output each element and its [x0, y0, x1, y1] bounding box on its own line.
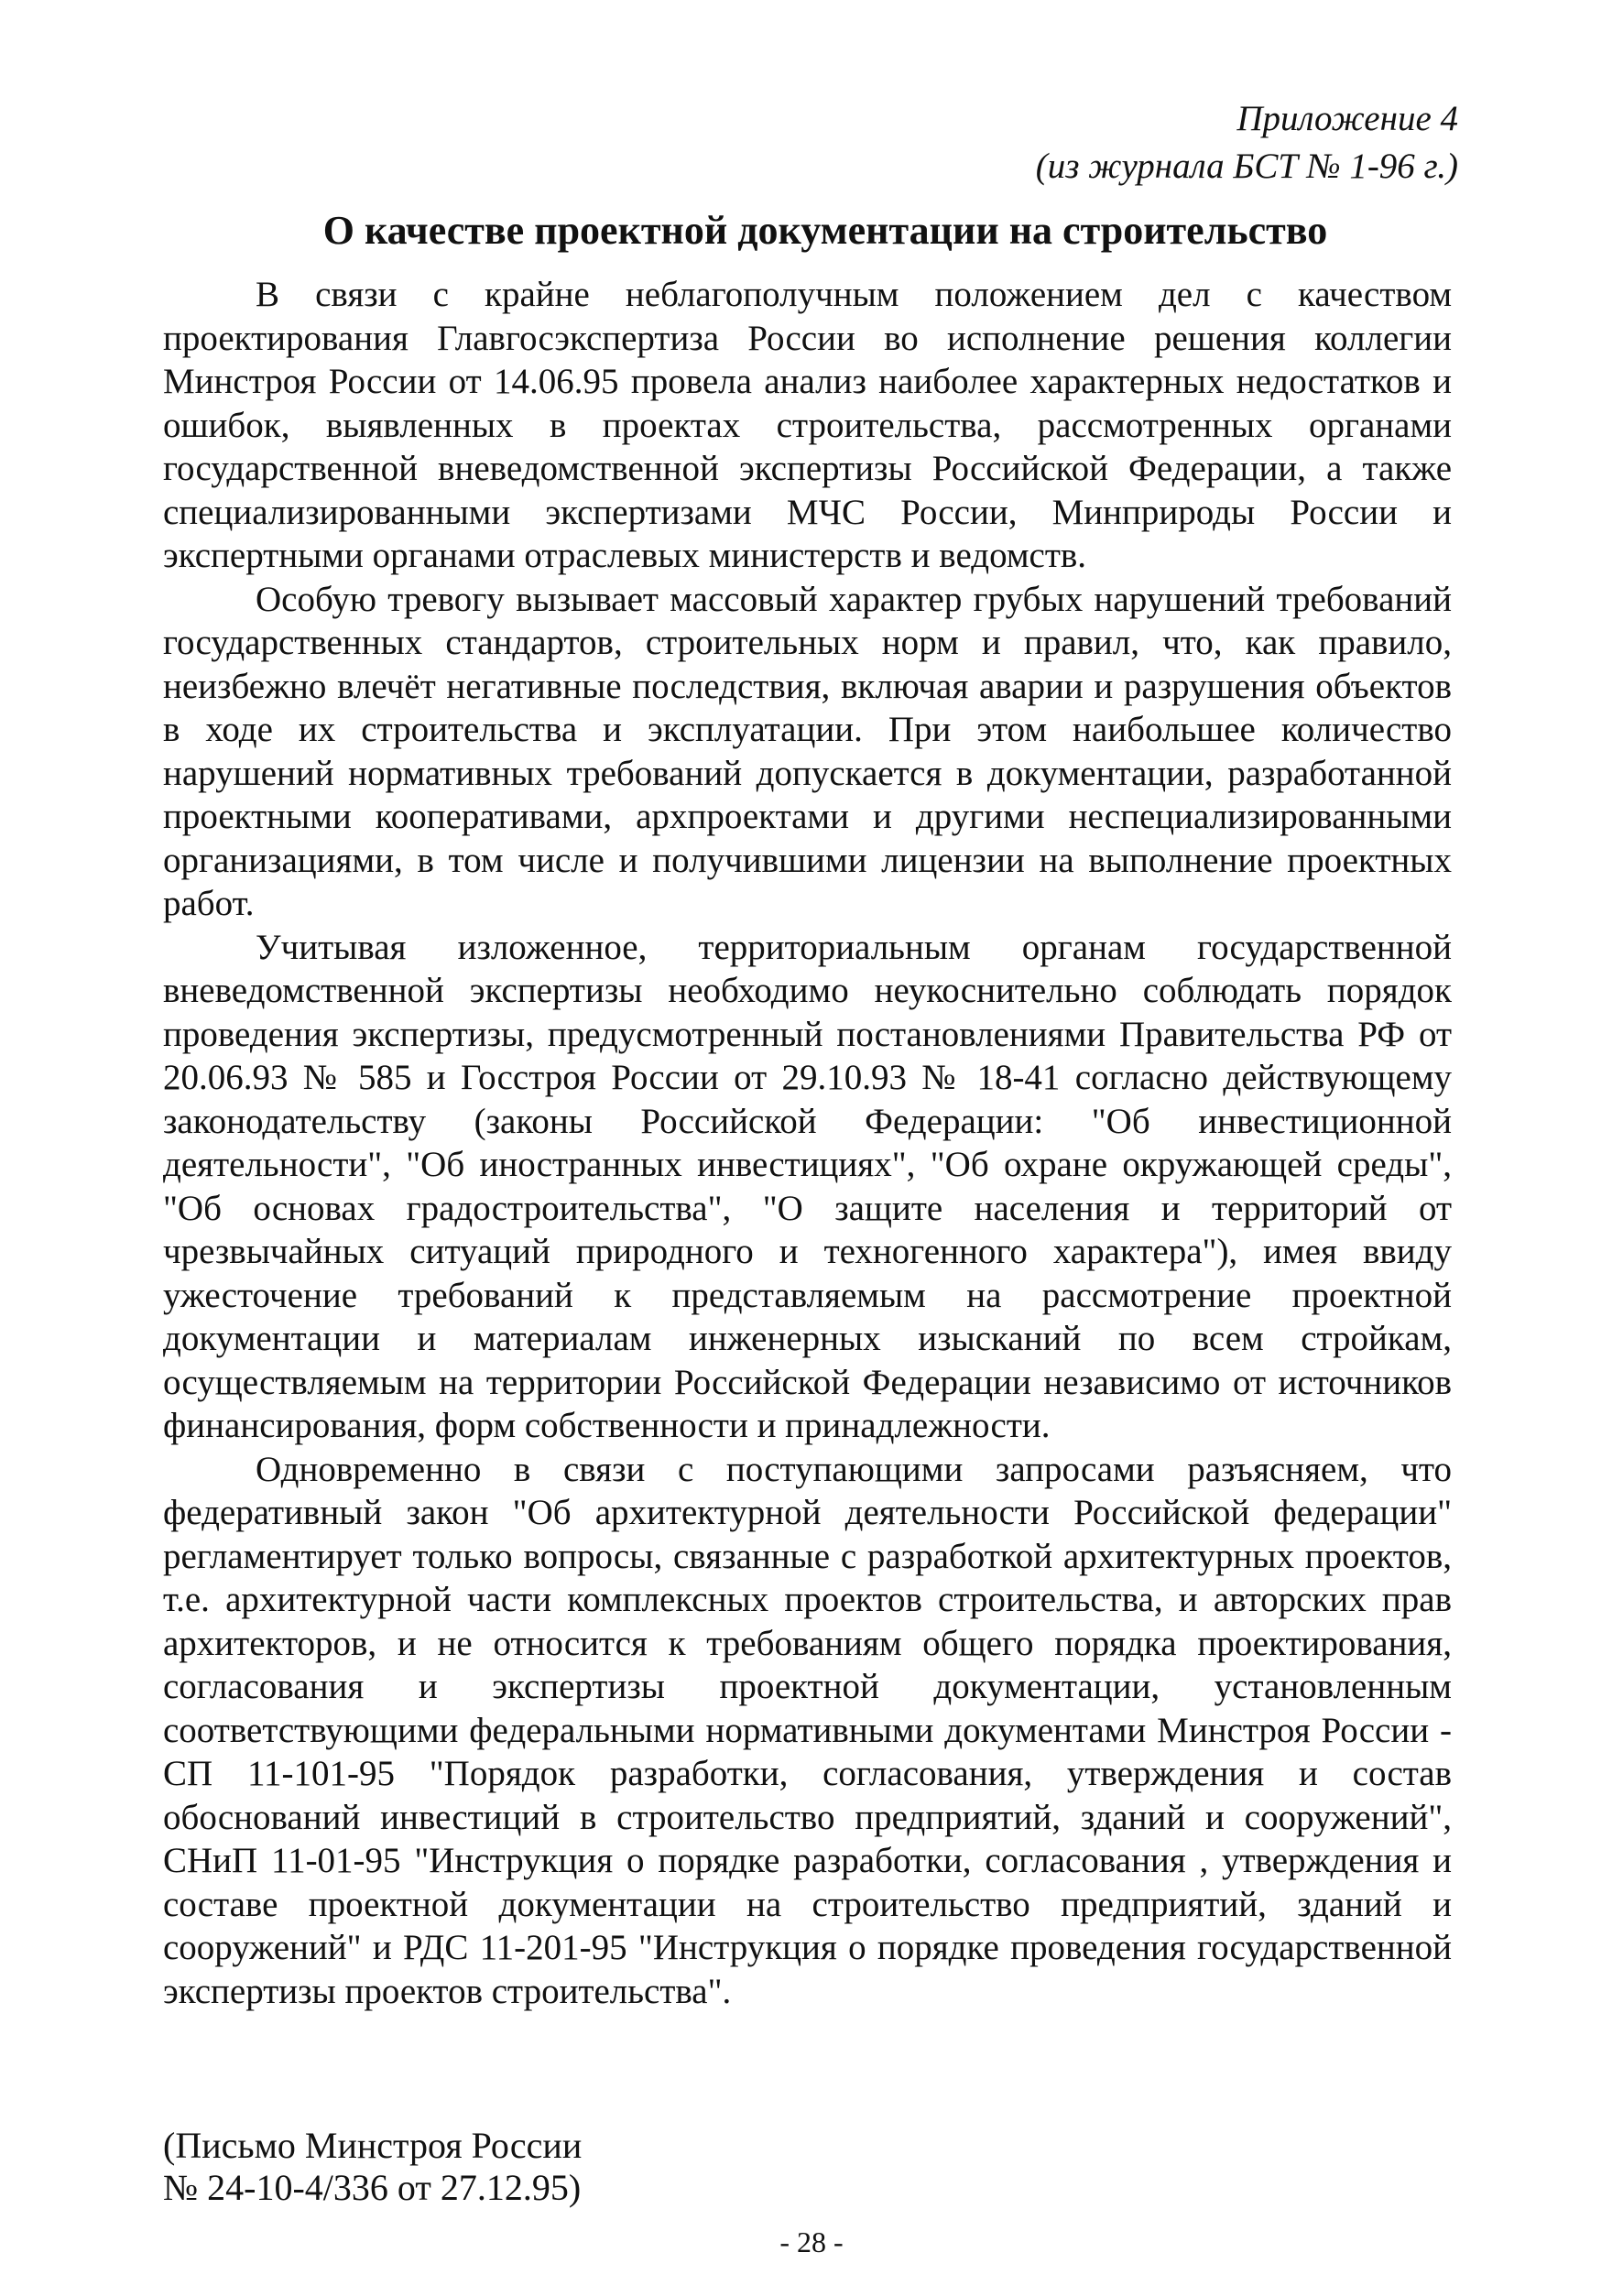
paragraph-3: Учитывая изложенное, территориальным органам государственной вневедомственной экспертизы необходимо неукоснительно соблюдать порядок проведения экспертизы, предусмотренный постановлениями Правительства РФ от 20.06.93 № 585 и Госстроя России от 29.10.93 № 18-41 согласно действующему законодательству (законы Российской Федерации: "Об инвестиционной деятельности", "Об иностранных инвестициях", "Об охране окружающей среды", "Об основах градостроительства", "О защите населения и территорий от чрезвычайных ситуаций природного и техногенного характера"), имея ввиду ужесточение требований к представляемым на рассмотрение проектной документации и материалам инженерных изысканий по всем стройкам, осуществляемым на территории Российской Федерации независимо от источников финансирования, форм собственности и принадлежности. — [163, 927, 1452, 1445]
source-note-line-2: № 24-10-4/336 от 27.12.95) — [163, 2167, 582, 2208]
appendix-label: Приложение 4 — [1236, 99, 1458, 138]
source-note — [163, 2125, 582, 2209]
paragraph-2: Особую тревогу вызывает массовый характер грубых нарушений требований государственных стандартов, строительных норм и правил, что, как правило, неизбежно влечёт негативные последствия, включая аварии и разрушения объектов в ходе их строительства и эксплуатации. При этом наибольшее количество нарушений нормативных требований допускается в документации, разработанной проектными кооперативами, архпроектами и другими неспециализированными организациями, в том числе и получившими лицензии на выполнение проектных работ. — [163, 579, 1452, 923]
appendix-header — [1036, 95, 1458, 190]
document-body — [163, 273, 1452, 2013]
paragraph-4: Одновременно в связи с поступающими запросами разъясняем, что федеративный закон "Об архитектурной деятельности Российской федерации" регламентирует только вопросы, связанные с разработкой архитектурных проектов, т.е. архитектурной части комплексных проектов строительства, и авторских прав архитекторов, и не относится к требованиям общего порядка проектирования, согласования и экспертизы проектной документации, установленным соответствующими федеральными нормативными документами Минстроя России - СП 11-101-95 "Порядок разработки, согласования, утверждения и состав обоснований инвестиций в строительство предприятий, зданий и сооружений", СНиП 11-01-95 "Инструкция о порядке разработки, согласования , утверждения и составе проектной документации на строительство предприятий, зданий и сооружений" и РДС 11-201-95 "Инструкция о порядке проведения государственной экспертизы проектов строительства". — [163, 1449, 1452, 2011]
document-title: О качестве проектной документации на строительство — [322, 208, 1328, 253]
page-number: - 28 - — [779, 2225, 844, 2258]
paragraph-1: В связи с крайне неблагополучным положением дел с качеством проектирования Главгосэкспертиза России во исполнение решения коллегии Минстроя России от 14.06.95 провела анализ наиболее характерных недостатков и ошибок, выявленных в проектах строительства, рассмотренных органами государственной вневедомственной экспертизы Российской Федерации, а также специализированными экспертизами МЧС России, Минприроды России и экспертными органами отраслевых министерств и ведомств. — [163, 275, 1452, 575]
source-note-line-1: (Письмо Минстроя России — [163, 2125, 583, 2166]
journal-source: (из журнала БСТ № 1-96 г.) — [1035, 147, 1458, 186]
